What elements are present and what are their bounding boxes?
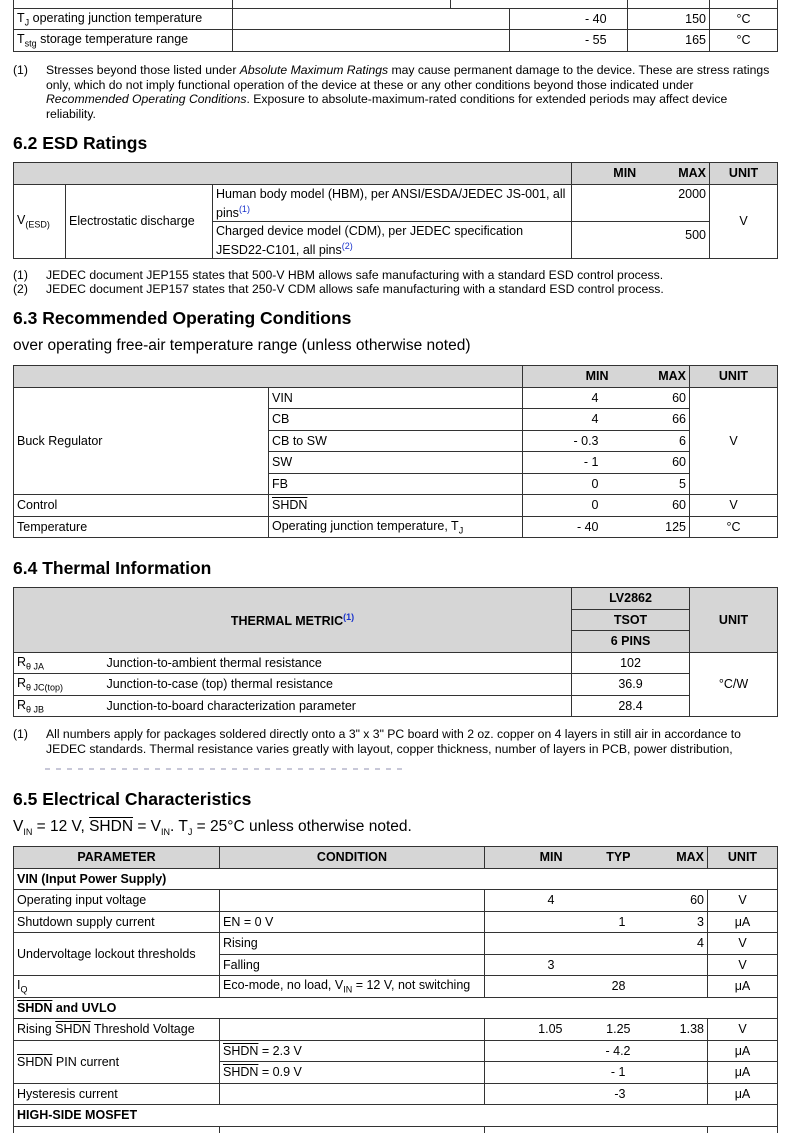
table-row <box>14 8 778 30</box>
min-cell: - 40 <box>510 8 628 30</box>
typ-cell <box>577 890 648 912</box>
unit-cell: V <box>708 890 778 912</box>
min-cell <box>485 1040 577 1062</box>
cond-cell <box>220 1019 485 1041</box>
param-cell: $I_Q$ <box>14 976 220 998</box>
typ-cell <box>577 933 648 955</box>
max-cell: 1.38 <box>648 1019 708 1041</box>
min-cell: 1.05 <box>485 1019 577 1041</box>
min-cell: - 40 <box>523 516 613 538</box>
max-cell: 125 <box>613 516 690 538</box>
param-cell: $T_J$ operating junction temperature <box>14 8 233 30</box>
max-cell <box>648 1040 708 1062</box>
pin-cell: Operating junction temperature, $T_J$ <box>269 516 523 538</box>
min-cell: - 0.3 <box>523 430 613 452</box>
typ-cell: -3 <box>577 1083 648 1105</box>
col-header-cond: CONDITION <box>220 847 485 869</box>
col-header-min: MIN <box>572 163 653 185</box>
table-header-row <box>14 366 778 388</box>
value-cell: 36.9 <box>572 674 690 696</box>
symbol-cell: $R_{\theta JC(top)}$ <box>14 674 104 696</box>
unit-cell: V <box>708 933 778 955</box>
col-header-max: MAX <box>653 163 710 185</box>
pin-cell: CB <box>269 409 523 431</box>
value-cell: 102 <box>572 652 690 674</box>
esd-footnote-1: (1) JEDEC document JEP155 states that 500-V HBM allows safe manufacturing with a standard ESD control process. <box>13 268 664 282</box>
pin-cell: SHDN <box>269 495 523 517</box>
unit-cell: μA <box>708 1083 778 1105</box>
param-cell: SHDN PIN current <box>14 1040 220 1083</box>
max-cell <box>648 954 708 976</box>
table-row <box>14 674 778 696</box>
table-row <box>14 516 778 538</box>
temperature-label: Temperature <box>14 516 269 538</box>
footnote-text: Stresses beyond those listed under Absolute Maximum Ratings may cause permanent damage to the device. These are stress ratings only, which do not imply functional operation of the device at these or any other conditions beyond those indicated under Recommended Operating Conditions. Exposure to absolute-maximum-rated conditions for extended periods may affect device reliability. <box>46 63 770 121</box>
min-cell <box>485 1062 577 1084</box>
cond-cell <box>220 1083 485 1105</box>
section-title-thermal: 6.4 Thermal Information <box>13 558 212 578</box>
max-cell: 2000 <box>653 184 710 221</box>
max-cell: 60 <box>648 890 708 912</box>
table-row <box>14 1019 778 1041</box>
typ-cell <box>577 954 648 976</box>
pin-cell: CB to SW <box>269 430 523 452</box>
desc-cell: Junction-to-board characterization parameter <box>104 695 572 717</box>
col-header-unit: UNIT <box>710 163 778 185</box>
table-row <box>14 911 778 933</box>
unit-cell: °C/W <box>690 652 778 717</box>
max-cell <box>648 1083 708 1105</box>
table-row-cropped <box>14 1126 778 1133</box>
param-cell: $T_{stg}$ storage temperature range <box>14 30 233 52</box>
footnote-number: (1) <box>13 63 28 77</box>
thermal-metric-header: THERMAL METRIC$^{(1)}$ <box>14 588 572 653</box>
typ-cell: 28 <box>577 976 648 998</box>
unit-cell: V <box>690 495 778 517</box>
esd-param: Electrostatic discharge <box>66 184 213 258</box>
min-cell: - 55 <box>510 30 628 52</box>
table-row <box>14 695 778 717</box>
min-cell <box>485 911 577 933</box>
table-row <box>14 1040 778 1062</box>
roc-table <box>13 365 778 538</box>
unit-cell: V <box>710 184 778 258</box>
col-header-typ: TYP <box>577 847 648 869</box>
unit-cell: V <box>708 954 778 976</box>
section-row-shdn: SHDN and UVLO <box>14 997 778 1019</box>
table-row <box>14 30 778 52</box>
table-row <box>14 387 778 409</box>
typ-cell: - 1 <box>577 1062 648 1084</box>
esd-footnote-2: (2) JEDEC document JEP157 states that 250-V CDM allows safe manufacturing with a standard ESD control process. <box>13 282 664 296</box>
max-cell: 150 <box>628 8 710 30</box>
min-cell <box>572 221 653 258</box>
unit-cell: V <box>690 387 778 495</box>
esd-cond-hbm: Human body model (HBM), per ANSI/ESDA/JEDEC JS-001, all pins$^{(1)}$ <box>213 184 572 221</box>
max-cell: 60 <box>613 495 690 517</box>
pin-cell: FB <box>269 473 523 495</box>
typ-cell: - 4.2 <box>577 1040 648 1062</box>
symbol-cell: $R_{\theta JA}$ <box>14 652 104 674</box>
min-cell: 0 <box>523 473 613 495</box>
cond-cell: EN = 0 V <box>220 911 485 933</box>
esd-symbol: $V_{(ESD)}$ <box>14 184 66 258</box>
cond-cell <box>233 8 510 30</box>
min-cell <box>572 184 653 221</box>
pins-header: 6 PINS <box>572 631 690 653</box>
max-cell: 66 <box>613 409 690 431</box>
max-cell: 500 <box>653 221 710 258</box>
min-cell: - 1 <box>523 452 613 474</box>
col-header-unit: UNIT <box>690 588 778 653</box>
param-cell: Undervoltage lockout thresholds <box>14 933 220 976</box>
thermal-table <box>13 587 778 717</box>
control-label: Control <box>14 495 269 517</box>
unit-cell: μA <box>708 976 778 998</box>
cond-cell <box>233 30 510 52</box>
table-row <box>14 184 778 221</box>
roc-subtitle: over operating free-air temperature range (unless otherwise noted) <box>13 337 471 354</box>
unit-cell: °C <box>710 30 778 52</box>
section-title-roc: 6.3 Recommended Operating Conditions <box>13 308 352 328</box>
col-header-unit: UNIT <box>708 847 778 869</box>
abs-max-table <box>13 0 778 52</box>
table-row <box>14 933 778 955</box>
section-row-vin: VIN (Input Power Supply) <box>14 868 778 890</box>
col-header-min: MIN <box>523 366 613 388</box>
col-header-max: MAX <box>613 366 690 388</box>
cond-cell <box>220 890 485 912</box>
table-header-row <box>14 163 778 185</box>
thermal-footnote: (1) All numbers apply for packages soldered directly onto a 3" x 3" PC board with 2 oz. copper on 4 layers in still air in accordance to JEDEC standards. Thermal resistance varies greatly with layout, copper thickness, number of layers in PCB, power distribution, <box>13 727 741 756</box>
elec-table <box>13 846 778 1133</box>
table-row <box>14 652 778 674</box>
elec-conditions: $V_{IN} = 12$ V, SHDN = $V_{IN}$. $T_J = 25^\circ C$ unless otherwise noted. <box>13 818 412 838</box>
max-cell: 4 <box>648 933 708 955</box>
cond-cell: Eco-mode, no load, $V_{IN} = 12$ V, not switching <box>220 976 485 998</box>
min-cell <box>485 933 577 955</box>
cond-cell: Falling <box>220 954 485 976</box>
abs-max-footnote <box>13 63 778 121</box>
unit-cell: μA <box>708 1040 778 1062</box>
min-cell <box>485 976 577 998</box>
max-cell <box>648 976 708 998</box>
param-cell: Hysteresis current <box>14 1083 220 1105</box>
max-cell: 165 <box>628 30 710 52</box>
max-cell <box>648 1062 708 1084</box>
cropped-text-fragment <box>45 768 405 770</box>
param-cell: Rising SHDN Threshold Voltage <box>14 1019 220 1041</box>
col-header-min: MIN <box>485 847 577 869</box>
table-row <box>14 976 778 998</box>
param-cell: Operating input voltage <box>14 890 220 912</box>
unit-cell: μA <box>708 1062 778 1084</box>
symbol-cell: $R_{\theta JB}$ <box>14 695 104 717</box>
min-cell: 0 <box>523 495 613 517</box>
table-header-row <box>14 847 778 869</box>
buck-regulator-label: Buck Regulator <box>14 387 269 495</box>
col-header-param: PARAMETER <box>14 847 220 869</box>
section-title-esd: 6.2 ESD Ratings <box>13 133 148 153</box>
cond-cell: SHDN = 0.9 V <box>220 1062 485 1084</box>
col-header-unit: UNIT <box>690 366 778 388</box>
param-cell: Shutdown supply current <box>14 911 220 933</box>
max-cell: 3 <box>648 911 708 933</box>
desc-cell: Junction-to-case (top) thermal resistance <box>104 674 572 696</box>
unit-cell: °C <box>690 516 778 538</box>
min-cell: 4 <box>523 387 613 409</box>
unit-cell: °C <box>710 8 778 30</box>
table-row <box>14 0 778 8</box>
max-cell: 6 <box>613 430 690 452</box>
section-title-elec: 6.5 Electrical Characteristics <box>13 789 252 809</box>
value-cell: 28.4 <box>572 695 690 717</box>
min-cell: 4 <box>523 409 613 431</box>
table-row <box>14 890 778 912</box>
max-cell: 60 <box>613 452 690 474</box>
min-cell: 3 <box>485 954 577 976</box>
max-cell: 60 <box>613 387 690 409</box>
esd-table <box>13 162 778 259</box>
cond-cell: Rising <box>220 933 485 955</box>
desc-cell: Junction-to-ambient thermal resistance <box>104 652 572 674</box>
package-header: TSOT <box>572 609 690 631</box>
section-row-high-side: HIGH-SIDE MOSFET <box>14 1105 778 1127</box>
col-header-max: MAX <box>648 847 708 869</box>
device-header: LV2862 <box>572 588 690 610</box>
table-row <box>14 1083 778 1105</box>
pin-cell: SW <box>269 452 523 474</box>
pin-cell: VIN <box>269 387 523 409</box>
unit-cell: V <box>708 1019 778 1041</box>
min-cell <box>485 1083 577 1105</box>
unit-cell: μA <box>708 911 778 933</box>
max-cell: 5 <box>613 473 690 495</box>
esd-cond-cdm: Charged device model (CDM), per JEDEC specification JESD22-C101, all pins$^{(2)}$ <box>213 221 572 258</box>
cond-cell: SHDN = 2.3 V <box>220 1040 485 1062</box>
table-row <box>14 495 778 517</box>
min-cell: 4 <box>485 890 577 912</box>
typ-cell: 1 <box>577 911 648 933</box>
typ-cell: 1.25 <box>577 1019 648 1041</box>
